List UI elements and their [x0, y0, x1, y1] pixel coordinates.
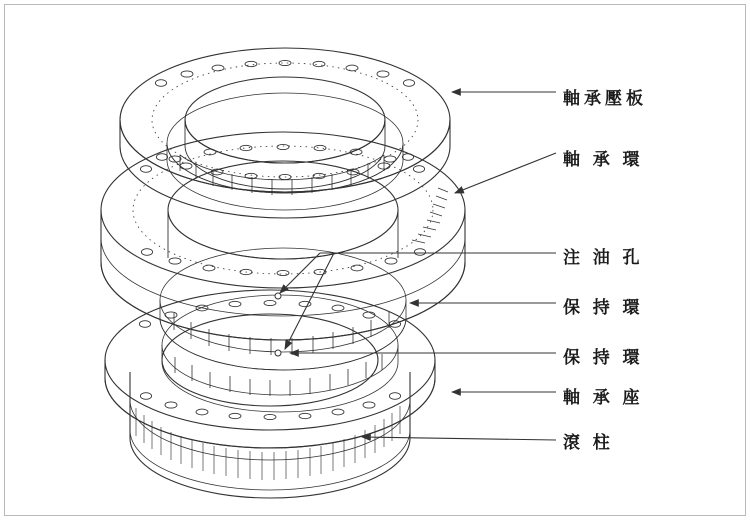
callout-label-retaining-ring-lower: 保 持 環: [563, 348, 644, 367]
callout-label-retaining-ring-upper: 保 持 環: [563, 298, 644, 317]
callout-label-bearing-seat: 軸 承 座: [563, 388, 644, 407]
callout-label-bearing-ring: 軸 承 環: [563, 150, 644, 169]
callout-label-bearing-pressure-plate: 軸承壓板: [563, 89, 647, 108]
callout-label-roller: 滾 柱: [563, 433, 614, 452]
callout-label-oil-injection-hole: 注 油 孔: [563, 248, 644, 267]
